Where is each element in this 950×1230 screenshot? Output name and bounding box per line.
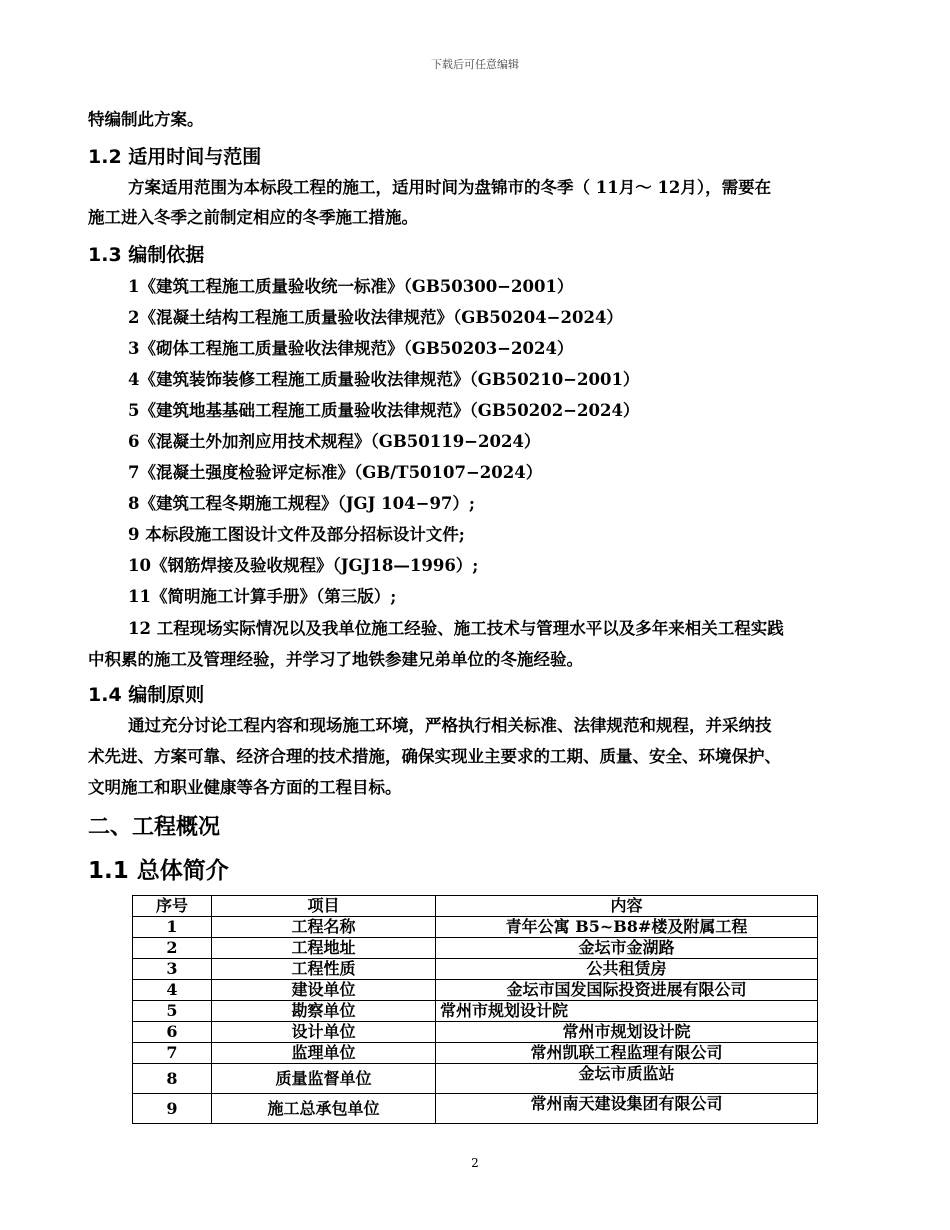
section-1-2-title: 1.2 适用时间与范围 xyxy=(88,146,262,168)
project-overview-table xyxy=(132,895,818,1124)
row-item: 工程地址 xyxy=(212,938,436,959)
row-index: 9 xyxy=(133,1094,212,1124)
table-row xyxy=(133,938,818,959)
section-1-2-line-2: 施工进入冬季之前制定相应的冬季施工措施。 xyxy=(88,208,418,227)
row-content: 常州凯联工程监理有限公司 xyxy=(436,1043,818,1064)
row-content: 常州市规划设计院 xyxy=(436,1022,818,1043)
section-1-4-line-3: 文明施工和职业健康等各方面的工程目标。 xyxy=(88,778,402,797)
table-row xyxy=(133,1064,818,1094)
basis-item: 2《混凝土结构工程施工质量验收法律规范》（GB50204−2024） xyxy=(128,308,623,327)
row-content: 金坛市国发国际投资进展有限公司 xyxy=(436,980,818,1001)
section-1-4-line-1: 通过充分讨论工程内容和现场施工环境，严格执行相关标准、法律规范和规程，并采纳技 xyxy=(128,716,772,735)
table-header-row xyxy=(133,896,818,917)
row-content: 金坛市质监站 xyxy=(436,1064,818,1094)
row-item: 勘察单位 xyxy=(212,1001,436,1022)
row-index: 8 xyxy=(133,1064,212,1094)
basis-item: 8《建筑工程冬期施工规程》（JGJ 104−97）; xyxy=(128,494,475,513)
basis-item: 4《建筑装饰装修工程施工质量验收法律规范》（GB50210−2001） xyxy=(128,370,640,389)
row-content: 常州市规划设计院 xyxy=(436,1001,818,1022)
section-1-3-title: 1.3 编制依据 xyxy=(88,244,205,266)
row-item: 建设单位 xyxy=(212,980,436,1001)
row-item: 监理单位 xyxy=(212,1043,436,1064)
header-content: 内容 xyxy=(436,896,818,917)
row-content: 常州南天建设集团有限公司 xyxy=(436,1094,818,1124)
intro-end-text: 特编制此方案。 xyxy=(88,110,204,129)
basis-item: 1《建筑工程施工质量验收统一标准》（GB50300−2001） xyxy=(128,277,574,296)
basis-item: 6《混凝土外加剂应用技术规程》（GB50119−2024） xyxy=(128,432,541,451)
basis-item: 5《建筑地基基础工程施工质量验收法律规范》（GB50202−2024） xyxy=(128,401,640,420)
basis-item: 11《简明施工计算手册》（第三版）; xyxy=(128,587,397,606)
header-item: 项目 xyxy=(212,896,436,917)
row-content: 青年公寓 B5~B8#楼及附属工程 xyxy=(436,917,818,938)
row-index: 3 xyxy=(133,959,212,980)
row-item: 工程名称 xyxy=(212,917,436,938)
row-content: 金坛市金湖路 xyxy=(436,938,818,959)
page-number: 2 xyxy=(471,1156,479,1170)
table-row xyxy=(133,1094,818,1124)
basis-item: 7《混凝土强度检验评定标准》（GB/T50107−2024） xyxy=(128,463,543,482)
row-item: 设计单位 xyxy=(212,1022,436,1043)
table-row xyxy=(133,1022,818,1043)
basis-item: 3《砌体工程施工质量验收法律规范》（GB50203−2024） xyxy=(128,339,574,358)
row-index: 2 xyxy=(133,938,212,959)
row-index: 6 xyxy=(133,1022,212,1043)
section-1-4-title: 1.4 编制原则 xyxy=(88,684,205,706)
row-item: 工程性质 xyxy=(212,959,436,980)
table-row xyxy=(133,980,818,1001)
table-row xyxy=(133,1001,818,1022)
table-row xyxy=(133,959,818,980)
row-index: 5 xyxy=(133,1001,212,1022)
basis-item-continued: 中积累的施工及管理经验，并学习了地铁参建兄弟单位的冬施经验。 xyxy=(88,650,583,669)
header-index: 序号 xyxy=(133,896,212,917)
page-header: 下载后可任意编辑 xyxy=(431,58,519,71)
row-index: 7 xyxy=(133,1043,212,1064)
section-1-2-line-1: 方案适用范围为本标段工程的施工，适用时间为盘锦市的冬季（ 11月～ 12月），需要在 xyxy=(128,178,772,197)
table-row xyxy=(133,1043,818,1064)
row-item: 施工总承包单位 xyxy=(212,1094,436,1124)
row-item: 质量监督单位 xyxy=(212,1064,436,1094)
row-index: 4 xyxy=(133,980,212,1001)
row-index: 1 xyxy=(133,917,212,938)
section-1-4-line-2: 术先进、方案可靠、经济合理的技术措施，确保实现业主要求的工期、质量、安全、环境保护、 xyxy=(88,747,781,766)
row-content: 公共租赁房 xyxy=(436,959,818,980)
basis-item: 10《钢筋焊接及验收规程》（JGJ18—1996）; xyxy=(128,556,479,575)
section-1-1-title: 1.1 总体简介 xyxy=(88,858,229,884)
table-row xyxy=(133,917,818,938)
basis-item: 12 工程现场实际情况以及我单位施工经验、施工技术与管理水平以及多年来相关工程实践 xyxy=(128,619,784,638)
basis-item: 9 本标段施工图设计文件及部分招标设计文件; xyxy=(128,525,465,544)
chapter-2-title: 二、工程概况 xyxy=(88,815,221,840)
